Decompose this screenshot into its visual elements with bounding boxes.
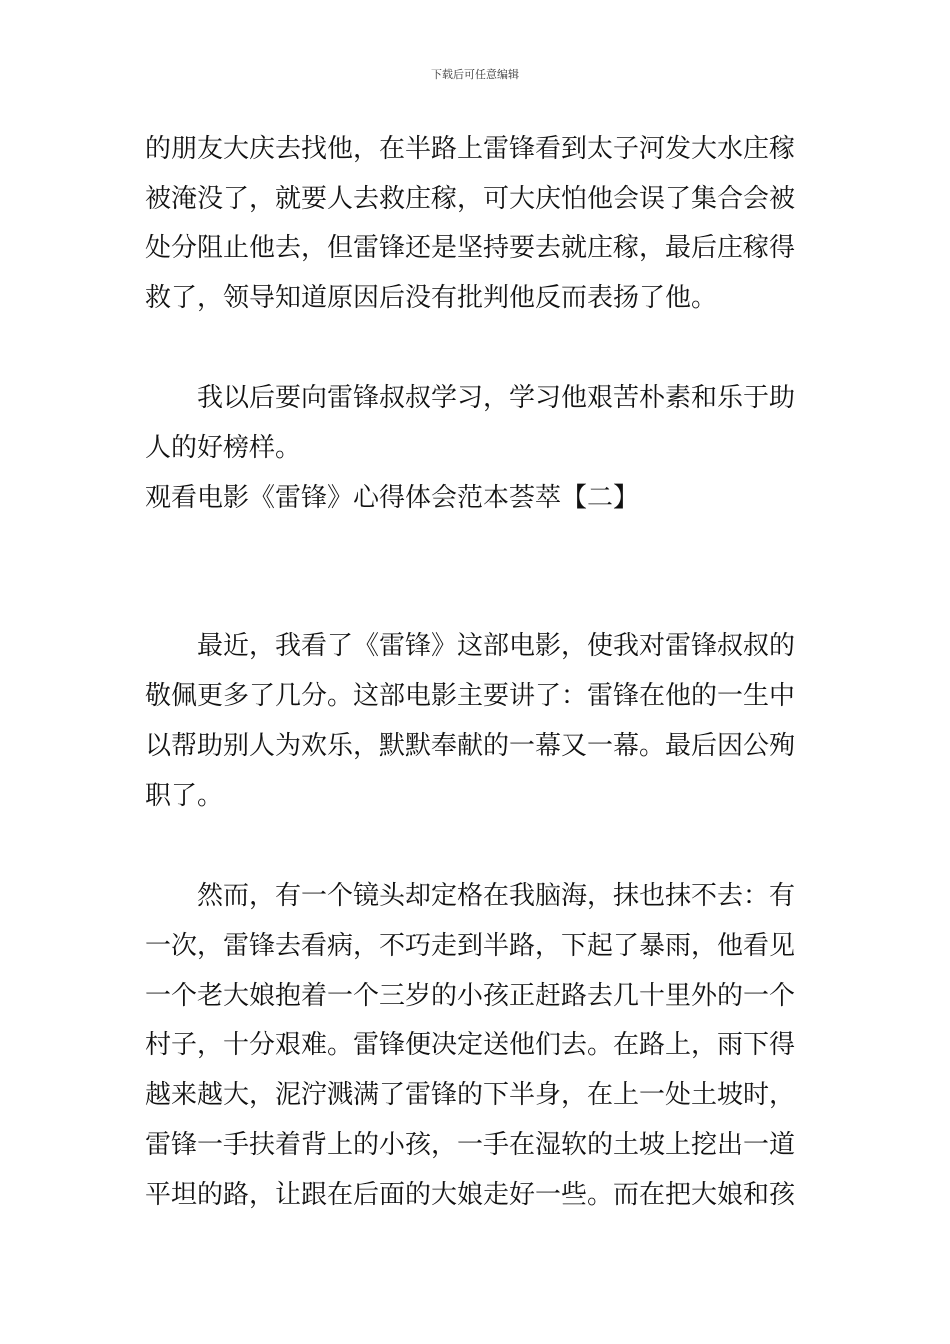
paragraph-line: 村子，十分艰难。雷锋便决定送他们去。在路上，雨下得 — [145, 1030, 796, 1060]
paragraph-line: 越来越大，泥泞溅满了雷锋的下半身，在上一处土坡时， — [145, 1080, 796, 1110]
paragraph-line: 一个老大娘抱着一个三岁的小孩正赶路去几十里外的一个 — [145, 981, 796, 1011]
paragraph-line: 以帮助别人为欢乐，默默奉献的一幕又一幕。最后因公殉 — [145, 731, 796, 761]
paragraph-line: 人的好榜样。 — [145, 433, 302, 463]
paragraph-line: 的朋友大庆去找他，在半路上雷锋看到太子河发大水庄稼 — [145, 134, 796, 164]
paragraph-line: 被淹没了，就要人去救庄稼，可大庆怕他会误了集合会被 — [145, 184, 796, 214]
paragraph-line: 职了。 — [145, 781, 224, 811]
paragraph-line: 然而，有一个镜头却定格在我脑海，抹也抹不去：有 — [145, 881, 796, 911]
paragraph-line: 雷锋一手扶着背上的小孩，一手在湿软的土坡上挖出一道 — [145, 1130, 796, 1160]
paragraph-line: 敬佩更多了几分。这部电影主要讲了：雷锋在他的一生中 — [145, 681, 796, 711]
paragraph-line: 最近，我看了《雷锋》这部电影，使我对雷锋叔叔的 — [145, 631, 796, 661]
paragraph-line: 救了，领导知道原因后没有批判他反而表扬了他。 — [145, 283, 718, 313]
page-header: 下载后可任意编辑 — [431, 68, 519, 81]
section-heading: 观看电影《雷锋》心得体会范本荟萃【二】 — [145, 483, 640, 513]
paragraph-line: 我以后要向雷锋叔叔学习，学习他艰苦朴素和乐于助 — [145, 383, 796, 413]
paragraph-line: 平坦的路，让跟在后面的大娘走好一些。而在把大娘和孩 — [145, 1180, 796, 1210]
paragraph-line: 一次，雷锋去看病，不巧走到半路，下起了暴雨，他看见 — [145, 931, 796, 961]
paragraph-line: 处分阻止他去，但雷锋还是坚持要去就庄稼，最后庄稼得 — [145, 233, 796, 263]
